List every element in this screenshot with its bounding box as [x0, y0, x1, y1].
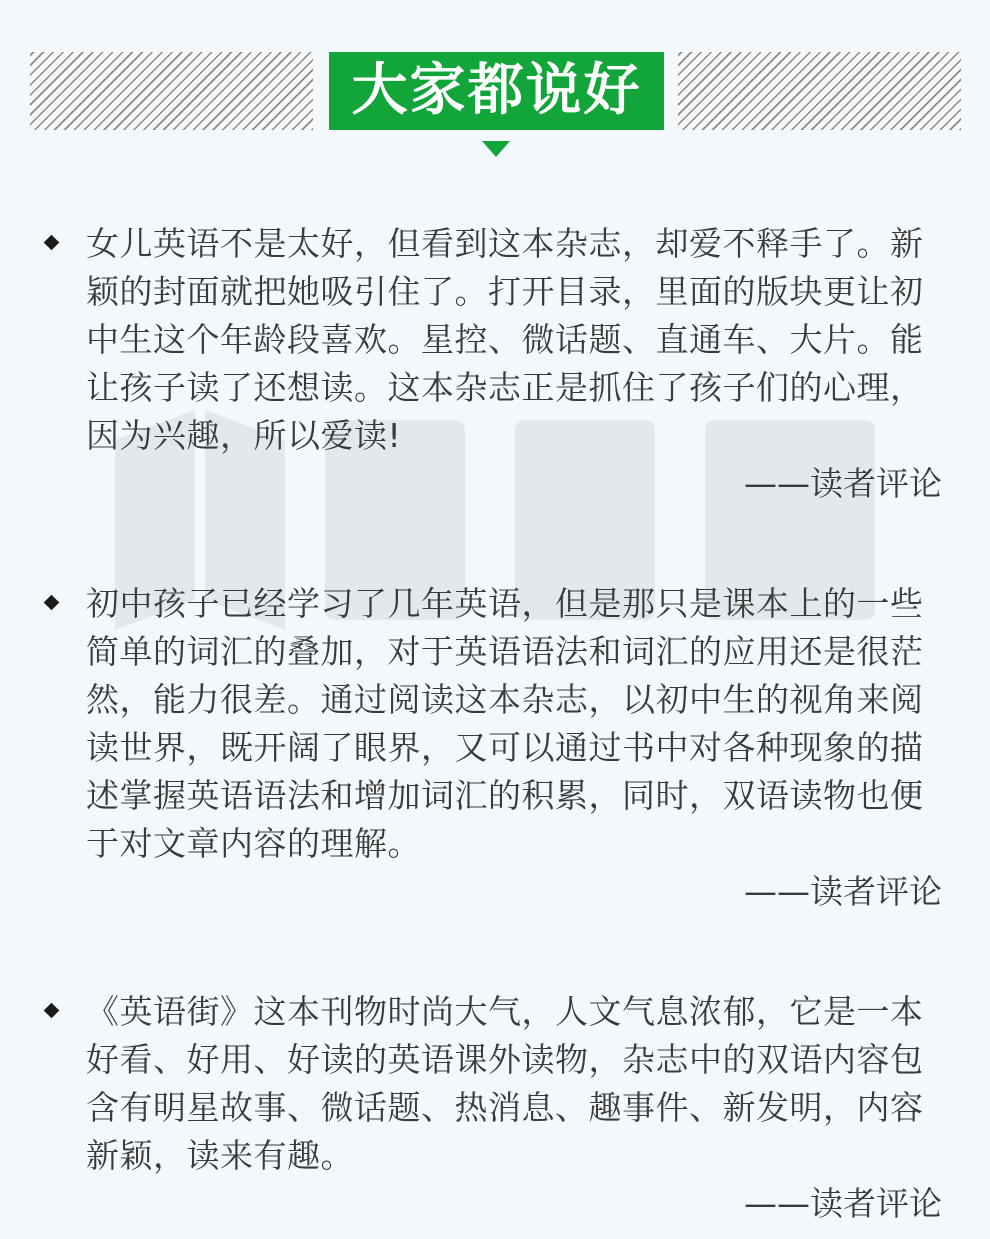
section-title: 大家都说好 — [329, 52, 664, 130]
review-attribution: ——读者评论 — [744, 464, 942, 503]
review-text: 女儿英语不是太好，但看到这本杂志，却爱不释手了。新颖的封面就把她吸引住了。打开目录，里面的版块更让初中生这个年龄段喜欢。星控、微话题、直通车、大片。能让孩子读了还想读。这本杂志正是抓住了孩子们的心理，因为兴趣，所以爱读! — [86, 224, 924, 455]
review-item — [86, 580, 942, 916]
diamond-bullet-icon — [44, 595, 60, 611]
diamond-bullet-icon — [44, 1003, 60, 1019]
review-attribution: ——读者评论 — [744, 1184, 942, 1223]
title-down-arrow-icon — [482, 141, 510, 157]
review-item — [86, 988, 942, 1228]
decorative-hatch-left — [30, 52, 313, 130]
diamond-bullet-icon — [44, 235, 60, 251]
review-text: 初中孩子已经学习了几年英语，但是那只是课本上的一些简单的词汇的叠加，对于英语语法和词汇的应用还是很茫然，能力很差。通过阅读这本杂志，以初中生的视角来阅读世界，既开阔了眼界，又可以通过书中对各种现象的描述掌握英语语法和增加词汇的积累，同时，双语读物也便于对文章内容的理解。 — [86, 584, 924, 863]
decorative-hatch-right — [678, 52, 961, 130]
review-attribution: ——读者评论 — [744, 872, 942, 911]
review-item — [86, 220, 942, 508]
review-text: 《英语街》这本刊物时尚大气，人文气息浓郁，它是一本好看、好用、好读的英语课外读物，杂志中的双语内容包含有明星故事、微话题、热消息、趣事件、新发明，内容新颖，读来有趣。 — [86, 992, 924, 1175]
